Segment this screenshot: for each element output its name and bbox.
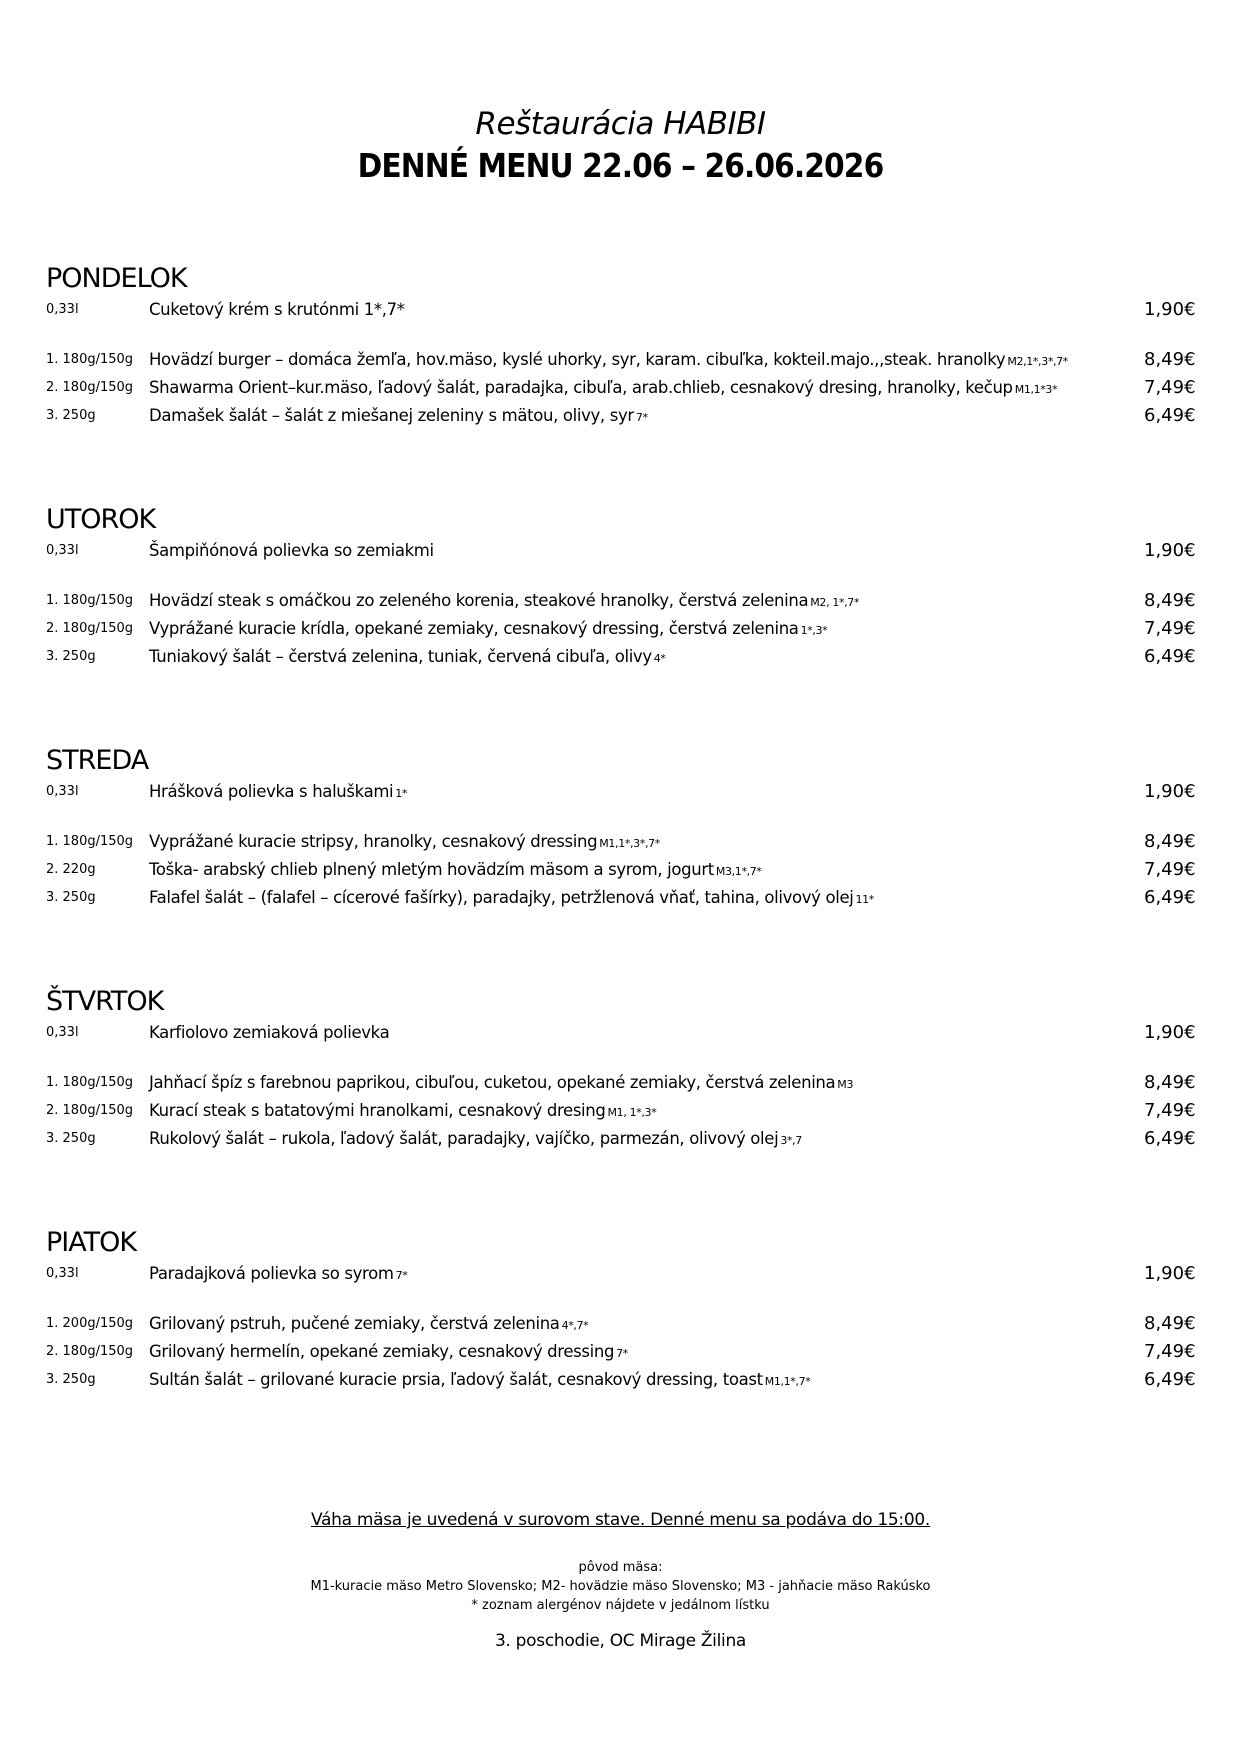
item-description: Rukolový šalát – rukola, ľadový šalát, paradajky, vajíčko, parmezán, olivový olej 3*,7 xyxy=(149,1129,802,1148)
day-name: PONDELOK xyxy=(46,263,187,294)
item-description: Paradajková polievka so syrom 7* xyxy=(149,1264,408,1283)
item-allergens: 7* xyxy=(395,1269,408,1282)
item-allergens: 7* xyxy=(616,1347,628,1360)
item-price: 8,49€ xyxy=(1144,590,1196,611)
item-quantity: 3. 250g xyxy=(46,1372,96,1387)
menu-item-row xyxy=(46,374,1196,402)
item-allergens: 3*,7 xyxy=(780,1134,802,1147)
item-price: 6,49€ xyxy=(1144,1128,1196,1149)
item-description: Toška- arabský chlieb plnený mletým hovädzím mäsom a syrom, jogurt M3,1*,7* xyxy=(149,860,762,879)
meat-origin-text: M1-kuracie mäso Metro Slovensko; M2- hovädzie mäso Slovensko; M3 - jahňacie mäso Rakúsko xyxy=(310,1579,931,1594)
item-quantity: 3. 250g xyxy=(46,1131,96,1146)
menu-item-row xyxy=(46,1338,1196,1366)
item-description: Jahňací špíz s farebnou paprikou, cibuľou, cuketou, opekané zemiaky, čerstvá zelenina M3 xyxy=(149,1073,854,1092)
item-quantity: 1. 180g/150g xyxy=(46,834,134,849)
menu-item-row xyxy=(46,884,1196,912)
item-allergens: 4* xyxy=(653,652,666,665)
day-section-tuesday xyxy=(46,503,1196,671)
day-name: ŠTVRTOK xyxy=(46,986,164,1017)
menu-item-row xyxy=(46,346,1196,374)
day-name: STREDA xyxy=(46,745,149,776)
item-quantity: 1. 180g/150g xyxy=(46,352,134,367)
item-price: 8,49€ xyxy=(1144,831,1196,852)
item-price: 1,90€ xyxy=(1144,781,1196,802)
item-quantity: 3. 250g xyxy=(46,649,96,664)
menu-item-row xyxy=(46,1097,1196,1125)
item-allergens: 4*,7* xyxy=(561,1319,589,1332)
item-price: 7,49€ xyxy=(1144,618,1196,639)
restaurant-location: 3. poschodie, OC Mirage Žilina xyxy=(494,1631,747,1651)
item-quantity: 2. 180g/150g xyxy=(46,380,134,395)
menu-item-row xyxy=(46,643,1196,671)
item-quantity: 2. 180g/150g xyxy=(46,1103,134,1118)
soup-row xyxy=(46,778,1196,806)
item-description: Hrášková polievka s haluškami 1* xyxy=(149,782,408,801)
day-section-wednesday xyxy=(46,744,1196,912)
item-quantity: 0,33l xyxy=(46,302,79,317)
item-quantity: 1. 180g/150g xyxy=(46,593,134,608)
item-quantity: 2. 180g/150g xyxy=(46,621,134,636)
item-description: Grilovaný pstruh, pučené zemiaky, čerstvá zelenina 4*,7* xyxy=(149,1314,589,1333)
menu-item-row xyxy=(46,828,1196,856)
menu-title: DENNÉ MENU 22.06 – 26.06.2026 xyxy=(357,146,884,185)
item-allergens: M1,1*,7* xyxy=(764,1375,811,1388)
item-description: Vyprážané kuracie krídla, opekané zemiaky, cesnakový dressing, čerstvá zelenina 1*,3* xyxy=(149,619,828,638)
menu-item-row xyxy=(46,1069,1196,1097)
allergen-note: * zoznam alergénov nájdete v jedálnom lístku xyxy=(471,1598,770,1613)
item-quantity: 0,33l xyxy=(46,1266,79,1281)
day-name: UTOROK xyxy=(46,504,156,535)
item-allergens: M2,1*,3*,7* xyxy=(1007,355,1068,368)
item-price: 1,90€ xyxy=(1144,540,1196,561)
meat-weight-note: Váha mäsa je uvedená v surovom stave. Denné menu sa podáva do 15:00. xyxy=(311,1510,930,1530)
item-quantity: 2. 220g xyxy=(46,862,96,877)
item-description: Hovädzí burger – domáca žemľa, hov.mäso, kyslé uhorky, syr, karam. cibuľka, kokteil.majo.,,steak. hranolky M2,1*,3*,7* xyxy=(149,350,1068,369)
day-section-monday xyxy=(46,262,1196,430)
item-price: 1,90€ xyxy=(1144,1022,1196,1043)
item-description: Falafel šalát – (falafel – cícerové fašírky), paradajky, petržlenová vňať, tahina, olivový olej 11* xyxy=(149,888,874,907)
item-allergens: 1*,3* xyxy=(800,624,828,637)
item-price: 6,49€ xyxy=(1144,405,1196,426)
item-price: 1,90€ xyxy=(1144,299,1196,320)
day-section-thursday xyxy=(46,985,1196,1153)
item-description: Vyprážané kuracie stripsy, hranolky, cesnakový dressing M1,1*,3*,7* xyxy=(149,832,660,851)
menu-item-row xyxy=(46,1125,1196,1153)
menu-item-row xyxy=(46,856,1196,884)
item-allergens: M3,1*,7* xyxy=(715,865,762,878)
item-price: 7,49€ xyxy=(1144,1341,1196,1362)
item-description: Tuniakový šalát – čerstvá zelenina, tuniak, červená cibuľa, olivy 4* xyxy=(149,647,666,666)
item-quantity: 2. 180g/150g xyxy=(46,1344,134,1359)
item-quantity: 0,33l xyxy=(46,1025,79,1040)
item-price: 8,49€ xyxy=(1144,1313,1196,1334)
item-description: Šampiňónová polievka so zemiakmi xyxy=(149,541,434,560)
item-price: 8,49€ xyxy=(1144,349,1196,370)
item-allergens: M1, 1*,3* xyxy=(607,1106,657,1119)
item-price: 6,49€ xyxy=(1144,887,1196,908)
item-price: 6,49€ xyxy=(1144,1369,1196,1390)
item-description: Hovädzí steak s omáčkou zo zeleného korenia, steakové hranolky, čerstvá zelenina M2, 1*,7* xyxy=(149,591,860,610)
item-price: 7,49€ xyxy=(1144,377,1196,398)
item-quantity: 3. 250g xyxy=(46,408,96,423)
day-name: PIATOK xyxy=(46,1227,137,1258)
item-allergens: 1* xyxy=(395,787,408,800)
item-description: Damašek šalát – šalát z miešanej zeleniny s mätou, olivy, syr 7* xyxy=(149,406,648,425)
menu-item-row xyxy=(46,615,1196,643)
item-quantity: 1. 180g/150g xyxy=(46,1075,134,1090)
item-allergens: M1,1*3* xyxy=(1014,383,1058,396)
menu-item-row xyxy=(46,1366,1196,1394)
item-description: Sultán šalát – grilované kuracie prsia, ľadový šalát, cesnakový dressing, toast M1,1*,7* xyxy=(149,1370,811,1389)
restaurant-name: Reštaurácia HABIBI xyxy=(475,106,766,142)
item-description: Cuketový krém s krutónmi 1*,7* xyxy=(149,300,405,319)
item-allergens: 11* xyxy=(855,893,874,906)
menu-item-row xyxy=(46,587,1196,615)
soup-row xyxy=(46,1260,1196,1288)
soup-row xyxy=(46,1019,1196,1047)
menu-header xyxy=(0,104,1241,188)
item-allergens: M3 xyxy=(837,1078,854,1091)
item-description: Kurací steak s batatovými hranolkami, cesnakový dresing M1, 1*,3* xyxy=(149,1101,657,1120)
item-quantity: 1. 200g/150g xyxy=(46,1316,134,1331)
meat-origin-label: pôvod mäsa: xyxy=(578,1560,663,1575)
item-price: 8,49€ xyxy=(1144,1072,1196,1093)
item-description: Karfiolovo zemiaková polievka xyxy=(149,1023,390,1042)
item-price: 1,90€ xyxy=(1144,1263,1196,1284)
item-quantity: 0,33l xyxy=(46,543,79,558)
soup-row xyxy=(46,537,1196,565)
item-allergens: M2, 1*,7* xyxy=(810,596,860,609)
item-price: 6,49€ xyxy=(1144,646,1196,667)
item-price: 7,49€ xyxy=(1144,1100,1196,1121)
item-allergens: M1,1*,3*,7* xyxy=(599,837,660,850)
item-allergens: 7* xyxy=(635,411,648,424)
menu-item-row xyxy=(46,1310,1196,1338)
day-section-friday xyxy=(46,1226,1196,1394)
item-description: Shawarma Orient–kur.mäso, ľadový šalát, paradajka, cibuľa, arab.chlieb, cesnakový dresing, hranolky, kečup M1,1*3* xyxy=(149,378,1058,397)
item-quantity: 3. 250g xyxy=(46,890,96,905)
soup-row xyxy=(46,296,1196,324)
item-description: Grilovaný hermelín, opekané zemiaky, cesnakový dressing 7* xyxy=(149,1342,628,1361)
item-quantity: 0,33l xyxy=(46,784,79,799)
item-price: 7,49€ xyxy=(1144,859,1196,880)
menu-item-row xyxy=(46,402,1196,430)
